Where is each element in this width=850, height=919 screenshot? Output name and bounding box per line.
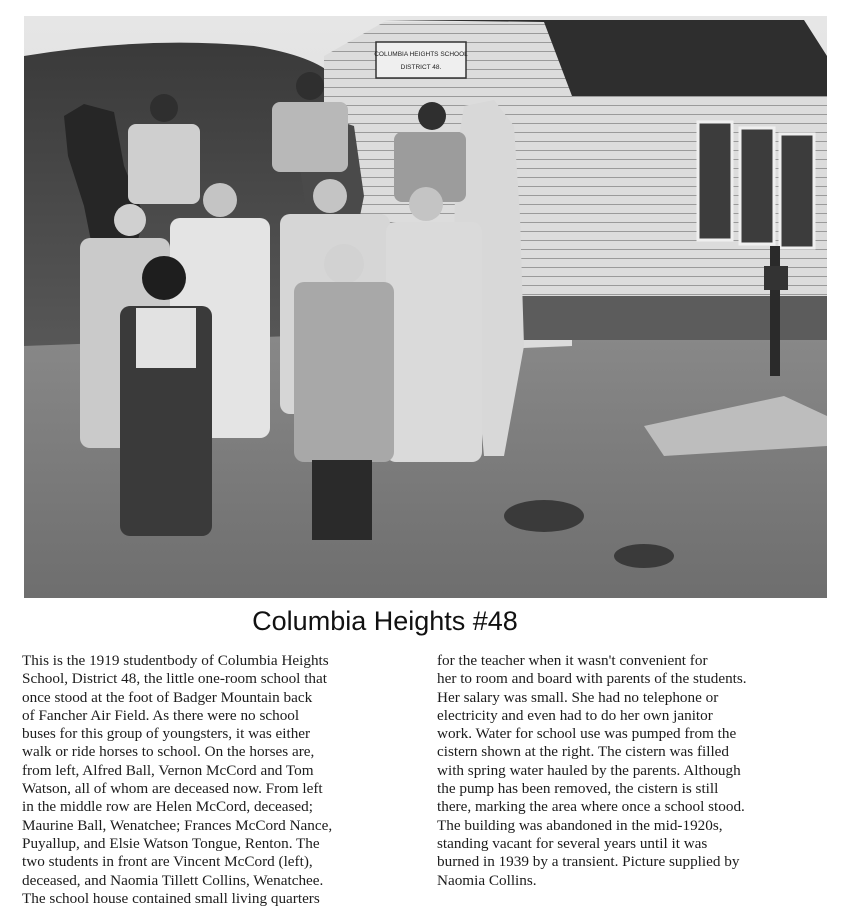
article-line: from left, Alfred Ball, Vernon McCord and Tom <box>22 761 314 779</box>
article-line: The building was abandoned in the mid-1920s, <box>437 816 723 834</box>
article-line: deceased, and Naomia Tillett Collins, Wenatchee. <box>22 871 324 889</box>
article-line: School, District 48, the little one-room school that <box>22 670 327 688</box>
school-photo-graphic <box>24 16 827 598</box>
article-line: burned in 1939 by a transient. Picture supplied by <box>437 853 740 871</box>
article-line: the pump has been removed, the cistern is still <box>437 780 719 798</box>
article-line: work. Water for school use was pumped from the <box>437 725 737 743</box>
photo-caption: Columbia Heights #48 <box>252 606 518 636</box>
article-line: her to room and board with parents of the students. <box>437 670 747 688</box>
sign-line-1: COLUMBIA HEIGHTS SCHOOL <box>374 51 468 58</box>
article-line: buses for this group of youngsters, it was either <box>22 725 311 743</box>
sign-line-2: DISTRICT 48. <box>400 64 442 71</box>
article-column-left <box>22 652 414 908</box>
article-line: two students in front are Vincent McCord (left), <box>22 853 313 871</box>
schoolhouse-windows <box>698 122 814 248</box>
article-line: electricity and even had to do her own janitor <box>437 706 713 724</box>
article-line: with spring water hauled by the parents. Although <box>437 761 741 779</box>
article-line: walk or ride horses to school. On the horses are, <box>22 743 315 761</box>
school-photo <box>24 16 827 598</box>
article-line: of Fancher Air Field. As there were no school <box>22 706 300 724</box>
article-column-right <box>437 652 829 890</box>
school-sign <box>374 42 468 78</box>
article-line: in the middle row are Helen McCord, deceased; <box>22 798 313 816</box>
article-line: Maurine Ball, Wenatchee; Frances McCord Nance, <box>22 816 333 834</box>
article-line: Her salary was small. She had no telephone or <box>437 688 719 706</box>
article-line: Watson, all of whom are deceased now. From left <box>22 780 323 798</box>
article-line: for the teacher when it wasn't convenient for <box>437 652 708 669</box>
article-line: there, marking the area where once a school stood. <box>437 798 745 816</box>
article-line: This is the 1919 studentbody of Columbia Heights <box>22 652 329 669</box>
article-line: cistern shown at the right. The cistern was filled <box>437 743 730 761</box>
article-line: The school house contained small living quarters <box>22 889 320 907</box>
article-line: Puyallup, and Elsie Watson Tongue, Renton. The <box>22 834 320 852</box>
article-line: Naomia Collins. <box>437 871 537 889</box>
article-line: once stood at the foot of Badger Mountain back <box>22 688 313 706</box>
article-line: standing vacant for several years until it was <box>437 834 708 852</box>
